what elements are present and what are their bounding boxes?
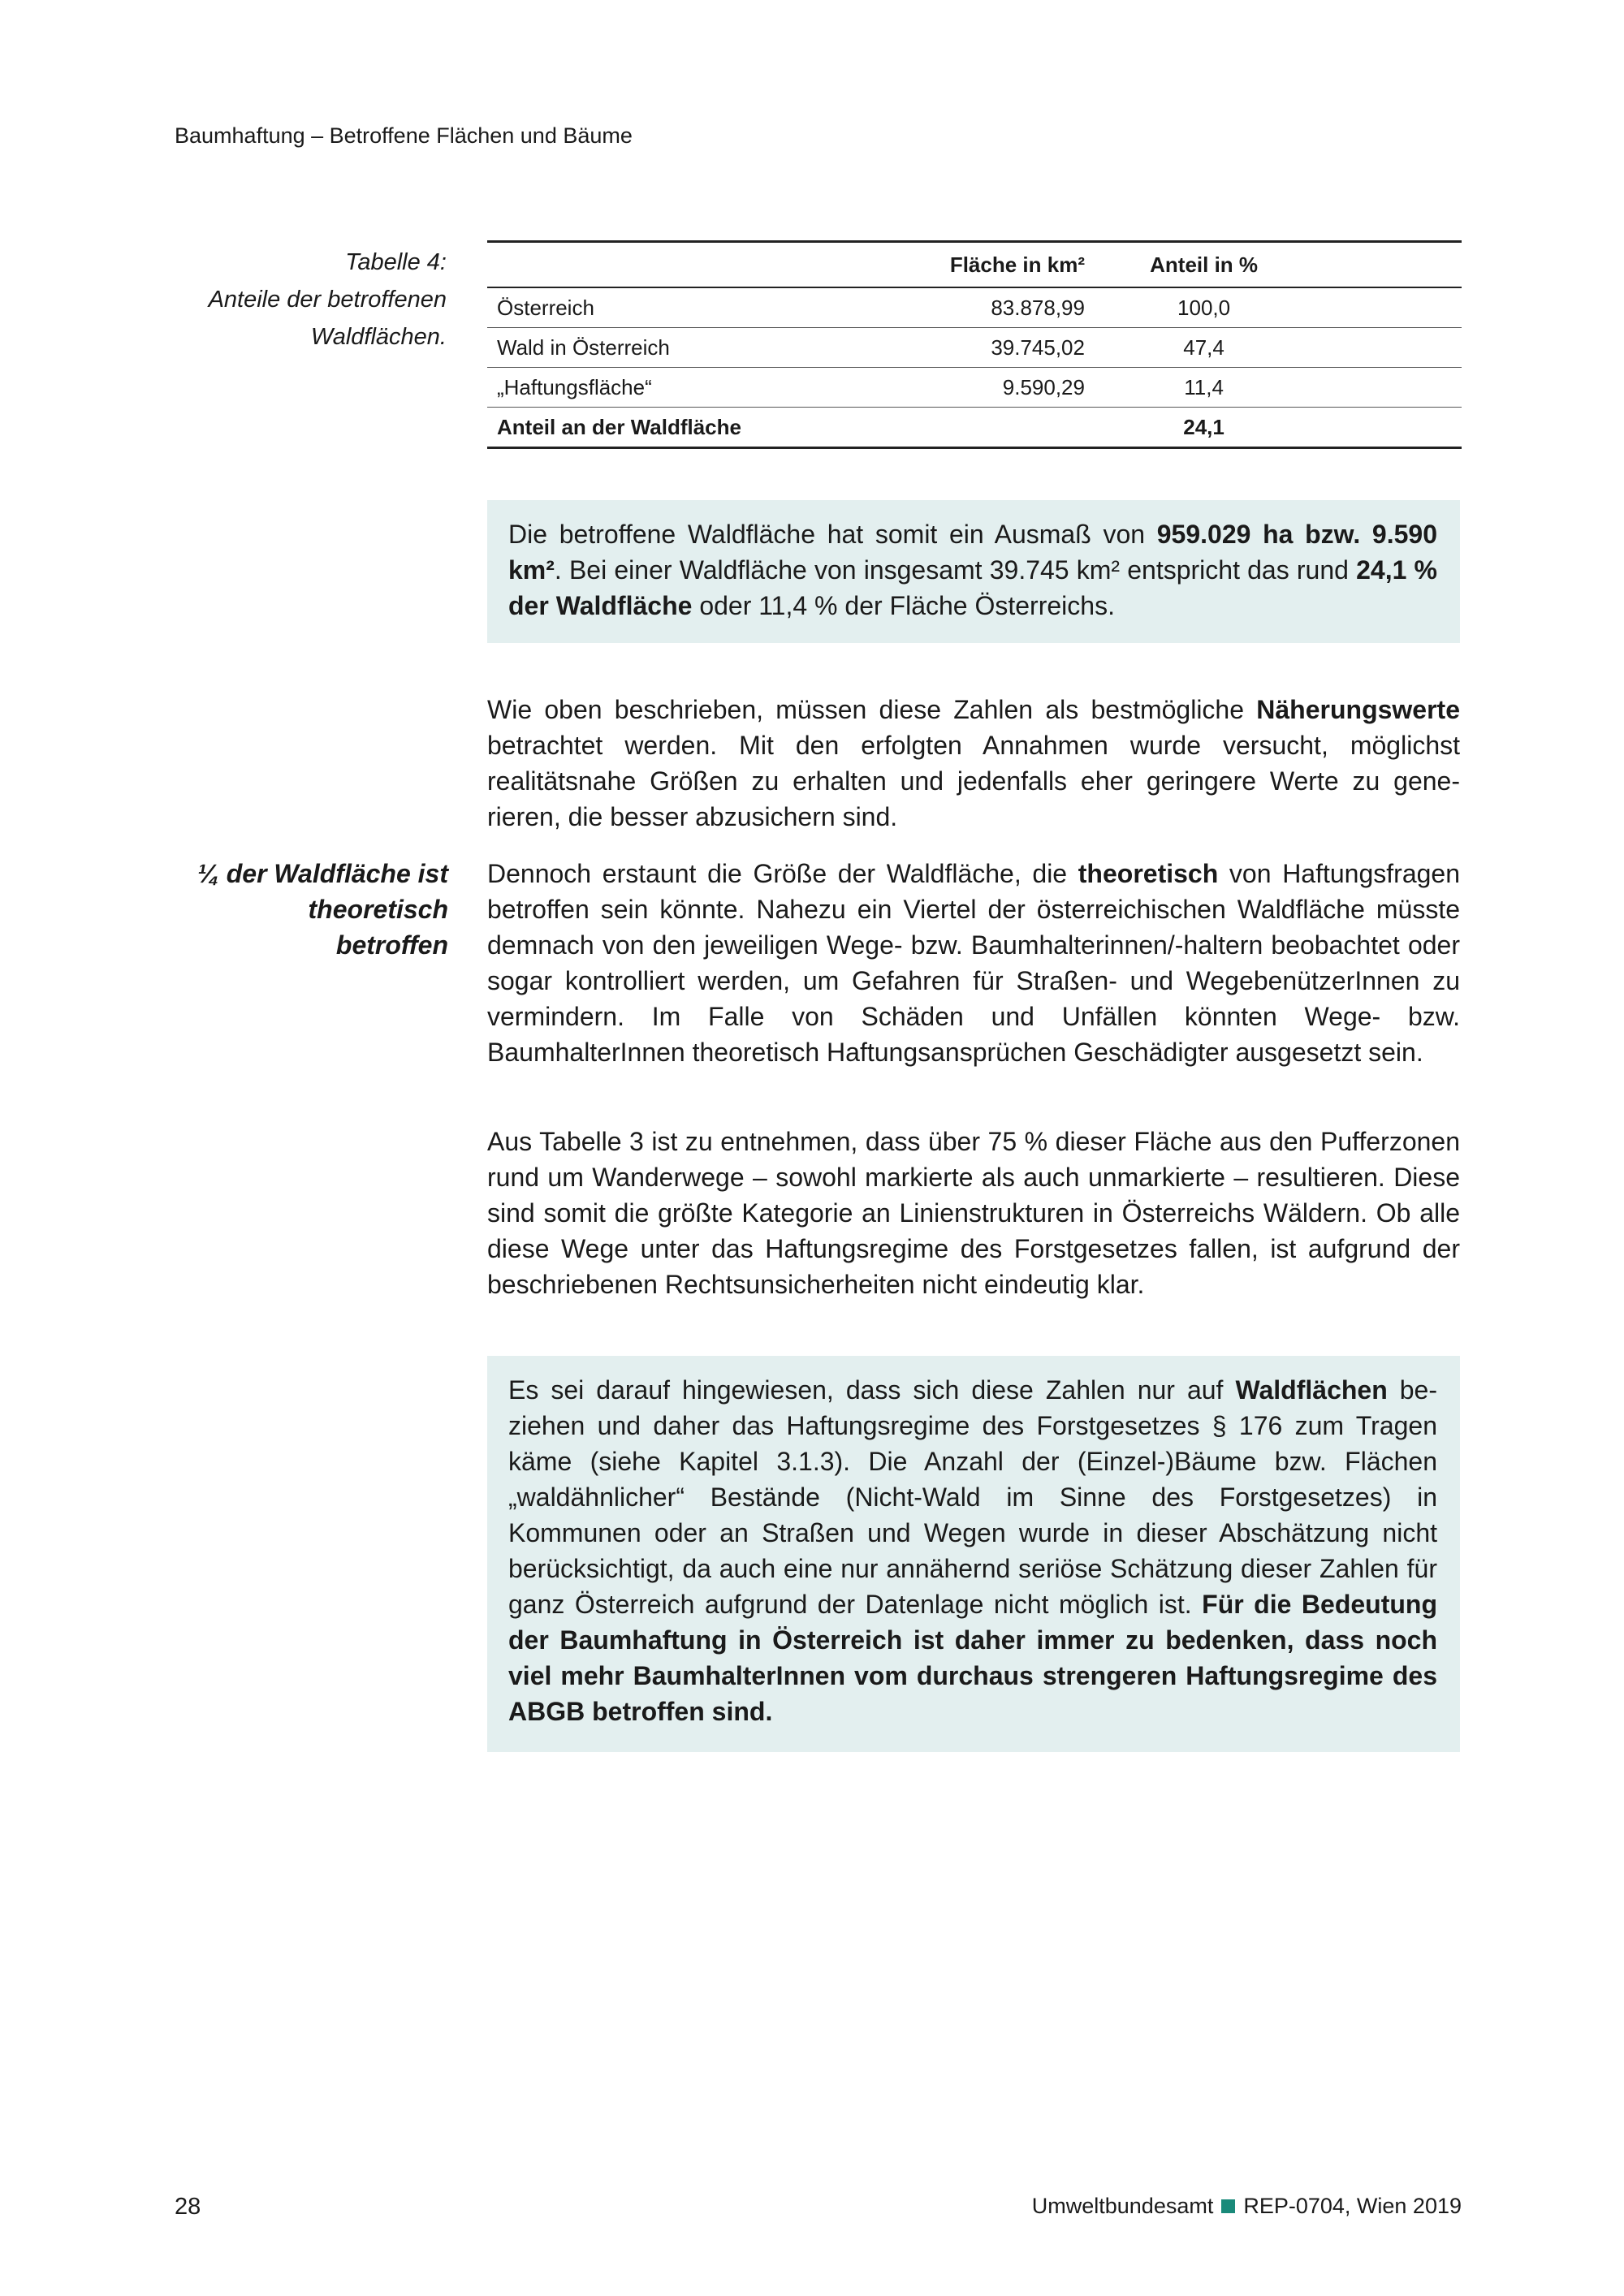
table-row xyxy=(487,287,1462,328)
page-number: 28 xyxy=(175,2194,201,2220)
infobox-text: Die betroffene Waldfläche hat somit ein Ausmaß von xyxy=(508,520,1157,549)
infobox-text: oder 11,4 % der Fläche Österreichs. xyxy=(692,591,1115,620)
column-header-spacer xyxy=(1290,242,1462,288)
column-header-label xyxy=(487,242,854,288)
row-share: 47,4 xyxy=(1117,328,1290,368)
table-total-row xyxy=(487,408,1462,448)
table-caption-title-1: Anteile der betroffenen xyxy=(208,287,447,313)
infobox-bold-text: Für die Bedeutung der Baumhaftung in Österreich ist daher immer zu bedenken, dass noch viel mehr BaumhalterInnen vom durchaus strengeren Haftungsregime des ABGB betroffen sind. xyxy=(508,1590,1437,1726)
margin-note-line: ¼ der Waldfläche ist xyxy=(197,859,448,888)
running-header: Baumhaftung – Betroffene Flächen und Bäume xyxy=(175,123,633,148)
infobox-bold-text: 959.029 ha bzw. 9.590 km² xyxy=(508,520,1438,585)
note-infobox xyxy=(487,1356,1460,1752)
row-area: 9.590,29 xyxy=(854,368,1117,408)
footer-report-id: REP-0704, Wien 2019 xyxy=(1243,2194,1462,2218)
margin-note-line: betroffen xyxy=(335,930,448,960)
column-header-area: Fläche in km² xyxy=(854,242,1117,288)
row-area: 83.878,99 xyxy=(854,287,1117,328)
table-caption-title-2: Waldflächen. xyxy=(310,324,447,350)
paragraph-theoretical: Dennoch erstaunt die Größe der Waldfläche, die theoretisch von Haftungsfragen betroffen sein könnte. Nahezu ein Viertel der österreichischen Waldfläche müsste demnach von den jeweiligen Wege- bzw. Baumhalterinnen/-haltern beobachtet oder sogar kontrolliert werden, um Gefahren für Straßen- und WegebenützerInnen zu vermindern. Im Falle von Schäden und Unfällen könnten Wege- bzw. BaumhalterInnen theoretisch Haftungsansprüchen Geschädigter ausgesetzt sein. xyxy=(487,859,1460,1067)
infobox-bold-text: Waldflächen xyxy=(1235,1375,1388,1405)
row-share: 11,4 xyxy=(1117,368,1290,408)
table-caption xyxy=(154,244,447,356)
footer-source xyxy=(1032,2194,1462,2219)
total-label: Anteil an der Waldfläche xyxy=(487,408,854,448)
row-label: Wald in Österreich xyxy=(487,328,854,368)
table-caption-number: Tabelle 4: xyxy=(345,249,447,275)
row-share: 100,0 xyxy=(1117,287,1290,328)
row-area: 39.745,02 xyxy=(854,328,1117,368)
table-row xyxy=(487,328,1462,368)
total-share: 24,1 xyxy=(1117,408,1290,448)
paragraph-approximation: Wie oben beschrieben, müssen diese Zahlen als bestmögliche Näherungswerte betrachtet werden. Mit den erfolgten Annahmen wurde versucht, möglichst realitätsnahe Größen zu erhalten und jedenfalls eher geringere Werte zu generieren, die besser abzusichern sind. xyxy=(487,695,1460,831)
paragraph-table3: Aus Tabelle 3 ist zu entnehmen, dass über 75 % dieser Fläche aus den Pufferzonen rund um Wanderwege – sowohl markierte als auch unmarkierte – resultieren. Diese sind somit die größte Kategorie an Linienstrukturen in Österreichs Wäldern. Ob alle diese Wege unter das Haftungsregime des Forstgesetzes fallen, ist aufgrund der beschriebenen Rechtsunsicherheiten nicht eindeutig klar. xyxy=(487,1127,1460,1299)
summary-infobox xyxy=(487,500,1460,643)
total-area xyxy=(854,408,1117,448)
margin-note xyxy=(140,856,448,963)
row-label: „Haftungsfläche“ xyxy=(487,368,854,408)
forest-area-table xyxy=(487,240,1462,449)
infobox-text: . Bei einer Waldfläche von insgesamt 39.745 km² entspricht das rund xyxy=(554,555,1357,585)
row-label: Österreich xyxy=(487,287,854,328)
column-header-share: Anteil in % xyxy=(1117,242,1290,288)
margin-note-line: theoretisch xyxy=(308,895,448,924)
infobox-text: beziehen und daher das Haftungsregime des Forstgesetzes § 176 zum Tragen käme (siehe Kapitel 3.1.3). Die Anzahl der (Einzel-)Bäume bzw. Flächen „waldähnlicher“ Bestände (Nicht-Wald im Sinne des Forstgesetzes) in Kommunen oder an Straßen und Wegen wurde in dieser Abschätzung nicht berücksichtigt, da auch eine nur annähernd seriöse Schätzung dieser Zahlen für ganz Österreich aufgrund der Datenlage nicht möglich ist. xyxy=(508,1375,1438,1619)
table-header-row xyxy=(487,242,1462,288)
square-icon xyxy=(1221,2199,1235,2213)
infobox-bold-text: 24,1 % der Waldfläche xyxy=(508,555,1438,620)
infobox-text: Es sei darauf hingewiesen, dass sich diese Zahlen nur auf xyxy=(508,1375,1236,1405)
footer-publisher: Umweltbundesamt xyxy=(1031,2194,1214,2218)
table-row xyxy=(487,368,1462,408)
